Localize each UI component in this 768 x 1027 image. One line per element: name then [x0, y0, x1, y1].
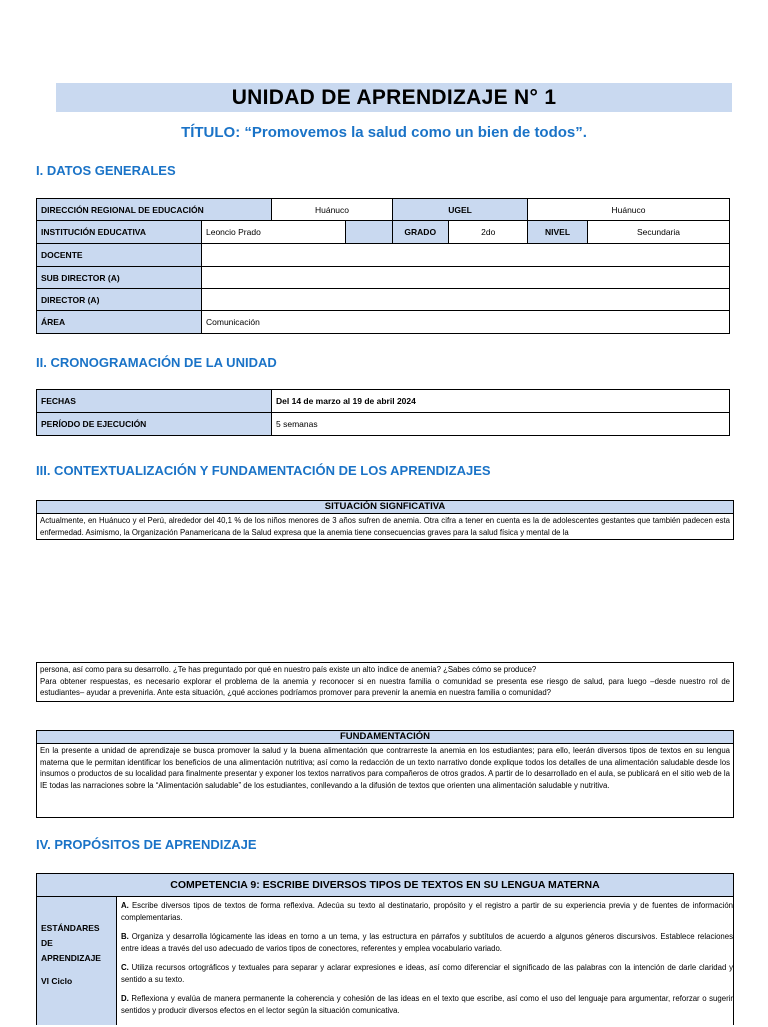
estandar-text: Organiza y desarrolla lógicamente las ideas en torno a un tema, y las estructura en párrafos y subtítulos de acuerdo a algunos géneros discursivos. Establece relaciones entre ideas a través del uso adecuado de varios tipos de conectores, referentes y emplea vocabulario variado.	[121, 932, 733, 953]
estandares-list	[118, 897, 736, 1027]
estandar-item	[121, 900, 733, 923]
estandar-letter: C.	[121, 963, 129, 972]
fundamentacion-box	[36, 730, 734, 818]
periodo-label: PERÍODO DE EJECUCIÓN	[37, 413, 272, 436]
estandares-label	[37, 897, 117, 1025]
competencia-heading: COMPETENCIA 9: ESCRIBE DIVERSOS TIPOS DE TEXTOS EN SU LENGUA MATERNA	[37, 874, 733, 897]
dre-label: DIRECCIÓN REGIONAL DE EDUCACIÓN	[37, 199, 272, 221]
ie-label: INSTITUCIÓN EDUCATIVA	[37, 221, 202, 244]
section-propositos: IV. PROPÓSITOS DE APRENDIZAJE	[36, 837, 257, 852]
situacion-text-part2b: Para obtener respuestas, es necesario explorar el problema de la anemia y reconocer si en nuestra familia o comunidad se presenta ese riesgo de salud, para luego –desde nuestro rol de estudiantes– ayudar a prevenirla. Ante esta situación, ¿qué acciones podríamos promover para prevenir la anemia en nuestra familia o comunidad?	[40, 676, 730, 697]
situacion-heading: SITUACIÓN SIGNFICATIVA	[37, 501, 733, 514]
nivel-value: Secundaria	[588, 221, 730, 244]
unit-banner: UNIDAD DE APRENDIZAJE N° 1	[56, 83, 732, 112]
nivel-label: NIVEL	[528, 221, 588, 244]
grado-label	[345, 221, 393, 243]
periodo-value: 5 semanas	[272, 413, 730, 436]
dre-value: Huánuco	[272, 199, 393, 221]
fechas-label: FECHAS	[37, 390, 272, 413]
grado-subtable	[393, 221, 528, 243]
estandar-text: Reflexiona y evalúa de manera permanente la coherencia y cohesión de las ideas en el texto que escribe, así como el uso del lenguaje para argumentar, reforzar o sugerir sentidos y producir diversos efectos en el lector según la situación comunicativa.	[121, 994, 733, 1015]
estandares-label-line1: ESTÁNDARES	[41, 923, 100, 933]
docente-label: DOCENTE	[37, 244, 202, 267]
ugel-label: UGEL	[393, 199, 528, 221]
datos-generales-table	[36, 198, 730, 334]
estandar-text: Utiliza recursos ortográficos y textuales para separar y aclarar expresiones e ideas, así como diferenciar el significado de las palabras con la intención de darle claridad y sentido a su texto.	[121, 963, 733, 984]
fundamentacion-heading: FUNDAMENTACIÓN	[37, 731, 733, 744]
estandar-item	[121, 962, 733, 985]
fundamentacion-text: En la presente a unidad de aprendizaje se busca promover la salud y la buena alimentación que contrarreste la anemia en los estudiantes; para ello, leerán diversos tipos de textos en su lengua materna que le permitan identificar los beneficios de una alimentación nutritiva; así como la redacción de un texto narrativo donde explique todos los detalles de una alimentación saludable desde los insumos o productos de su localidad para finalmente presentar y exponer los textos narrativos para compañeros de otros grados. A partir de lo desarrollado en el aula, se publicará en el sitio web de la IE todas las narraciones sobre la “Alimentación saludable” de los estudiantes, conllevando a la difusión de textos que orienten una alimentación saludable y nutritiva.	[40, 746, 730, 790]
section-contextualizacion: III. CONTEXTUALIZACIÓN Y FUNDAMENTACIÓN DE LOS APRENDIZAJES	[36, 463, 491, 478]
cronogramacion-table	[36, 389, 730, 436]
estandar-letter: B.	[121, 932, 129, 941]
director-value	[202, 289, 730, 311]
subdirector-value	[202, 267, 730, 289]
situacion-box	[36, 500, 734, 540]
fechas-value: Del 14 de marzo al 19 de abril 2024	[272, 390, 730, 413]
subdirector-label: SUB DIRECTOR (A)	[37, 267, 202, 289]
director-label: DIRECTOR (A)	[37, 289, 202, 311]
situacion-text-part1: Actualmente, en Huánuco y el Perú, alrededor del 40,1 % de los niños menores de 3 años sufren de anemia. Otra cifra a tener en cuenta es la de adolescentes gestantes que también padecen esta enfermedad. Asimismo, la Organización Panamericana de la Salud expresa que la anemia tiene consecuencias graves para la salud física y mental de la	[40, 516, 730, 537]
grado-label-text: GRADO	[393, 221, 448, 243]
ie-value: Leoncio Prado	[202, 221, 345, 243]
docente-value	[202, 244, 730, 267]
estandar-text: Escribe diversos tipos de textos de forma reflexiva. Adecúa su texto al destinatario, propósito y el registro a partir de su experiencia previa y de fuentes de información complementarias.	[121, 901, 733, 922]
estandar-item	[121, 993, 733, 1016]
unit-title: TÍTULO: “Promovemos la salud como un bien de todos”.	[181, 124, 587, 141]
section-cronogramacion: II. CRONOGRAMACIÓN DE LA UNIDAD	[36, 355, 277, 370]
ugel-value: Huánuco	[528, 199, 730, 221]
situacion-continued-box	[36, 662, 734, 702]
section-datos-generales: I. DATOS GENERALES	[36, 163, 176, 178]
grado-value: 2do	[481, 227, 496, 237]
area-value: Comunicación	[202, 311, 730, 334]
grado-cell	[393, 221, 528, 244]
ie-grado-cell	[202, 221, 393, 244]
estandar-letter: A.	[121, 901, 129, 910]
competencia-box	[36, 873, 734, 1025]
ciclo-label: VI Ciclo	[41, 976, 73, 986]
estandar-item	[121, 931, 733, 954]
ie-grado-subtable	[202, 221, 393, 243]
estandares-label-line3: APRENDIZAJE	[41, 953, 101, 963]
estandar-letter: D.	[121, 994, 129, 1003]
situacion-text-part2a: persona, así como para su desarrollo. ¿Te has preguntado por qué en nuestro país existe un alto índice de anemia? ¿Sabes cómo se produce?	[40, 665, 537, 674]
estandares-label-line2: DE	[41, 938, 53, 948]
area-label: ÁREA	[37, 311, 202, 334]
